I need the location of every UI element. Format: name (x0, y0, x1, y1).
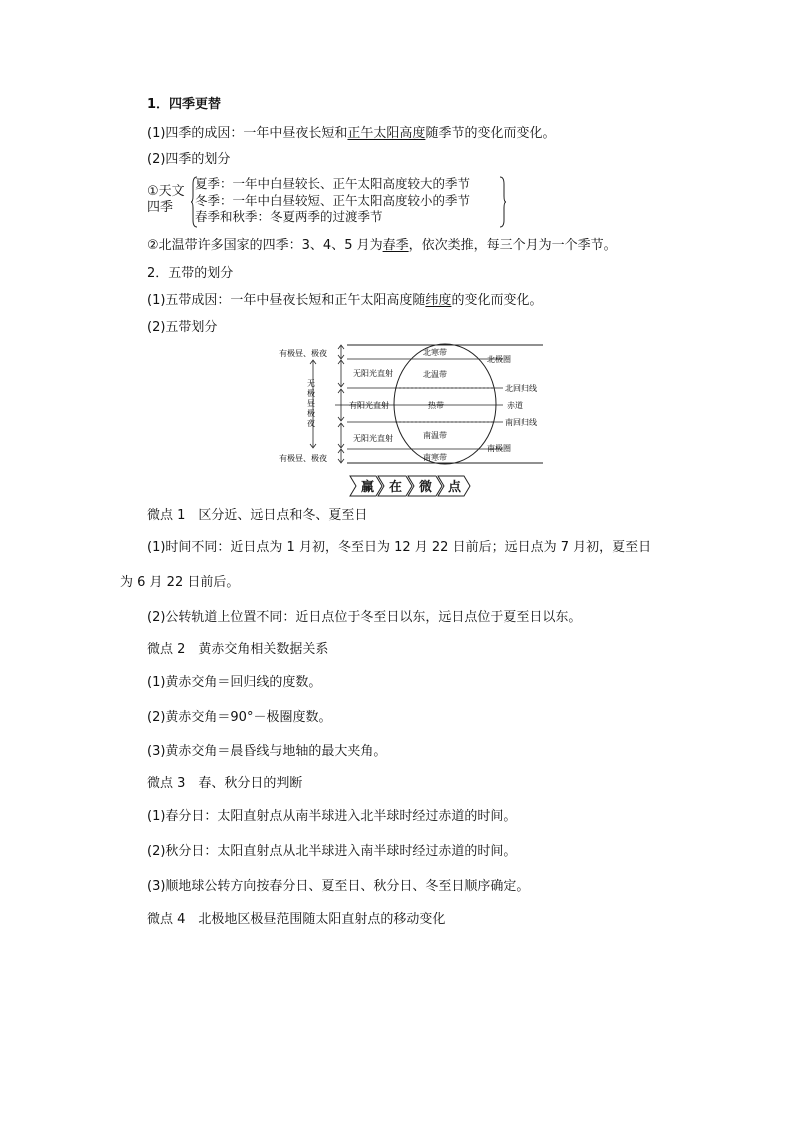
right-brace-icon (499, 176, 507, 228)
five-zones-diagram (275, 337, 550, 469)
zones-division-title: (2)五带划分 (147, 320, 218, 335)
label-arctic-circle: 北极圈 (487, 355, 511, 364)
astro-label-line-1: ①天文 (147, 184, 185, 199)
seasons-cause-suffix: 随季节的变化而变化。 (425, 126, 556, 141)
zone-south-frigid: 南寒带 (423, 453, 447, 462)
zone-south-temperate: 南温带 (423, 431, 447, 440)
point-2-line-3: (3)黄赤交角＝晨昏线与地轴的最大夹角。 (147, 744, 387, 759)
label-polar-day-night-bottom: 有极昼、极夜 (279, 454, 327, 463)
banner-char-4: 点 (448, 480, 462, 495)
astro-label-line-2: 四季 (147, 200, 174, 215)
astronomical-seasons (147, 176, 517, 228)
point-1-line-2: (2)公转轨道上位置不同：近日点位于冬至日以东，远日点位于夏至日以东。 (147, 610, 582, 625)
point-1-line-1b: 为 6 月 22 日前后。 (120, 575, 240, 590)
label-equator: 赤道 (507, 401, 523, 410)
north-temp-underline: 春季 (382, 238, 409, 253)
zones-cause (147, 293, 542, 309)
point-1-line-1: (1)时间不同：近日点为 1 月初，冬至日为 12 月 22 日前后；远日点为 7 月初，夏至日 (147, 540, 652, 555)
point-2-title: 微点 2 黄赤交角相关数据关系 (147, 642, 329, 657)
zone-north-temperate: 北温带 (423, 370, 447, 379)
north-temp-prefix: ②北温带许多国家的四季：3、4、5 月为 (147, 238, 383, 253)
label-polar-day-night-top: 有极昼、极夜 (279, 349, 327, 358)
section-1-title: 1．四季更替 (147, 97, 222, 112)
label-no-polar-4: 极 (307, 409, 315, 418)
point-4-title: 微点 4 北极地区极昼范围随太阳直射点的移动变化 (147, 912, 446, 927)
seasons-cause (147, 126, 555, 142)
season-list (195, 176, 470, 226)
zones-cause-suffix: 的变化而变化。 (451, 293, 543, 308)
label-no-polar-1: 无 (307, 379, 315, 388)
point-3-line-2: (2)秋分日：太阳直射点从北半球进入南半球时经过赤道的时间。 (147, 844, 517, 859)
section-banner (348, 474, 472, 498)
label-antarctic-circle: 南极圈 (487, 444, 511, 453)
point-1-title: 微点 1 区分近、远日点和冬、夏至日 (147, 508, 368, 523)
seasons-division-title: (2)四季的划分 (147, 152, 231, 167)
zones-cause-underline: 纬度 (425, 293, 452, 308)
label-tropic-capricorn: 南回归线 (505, 418, 537, 427)
label-no-direct-north: 无阳光直射 (353, 369, 393, 378)
banner-char-2: 在 (389, 480, 403, 495)
north-temperate-seasons (147, 238, 617, 254)
banner-char-1: 赢 (361, 480, 375, 495)
north-temp-suffix: ，依次类推，每三个月为一个季节。 (408, 238, 617, 253)
point-2-line-1: (1)黄赤交角＝回归线的度数。 (147, 675, 322, 690)
point-3-title: 微点 3 春、秋分日的判断 (147, 776, 303, 791)
label-tropic-cancer: 北回归线 (505, 384, 537, 393)
section-2-title: 2．五带的划分 (147, 266, 234, 281)
season-spring-autumn: 春季和秋季：冬夏两季的过渡季节 (195, 209, 383, 224)
astronomical-seasons-label (147, 184, 185, 216)
season-summer: 夏季：一年中白昼较长、正午太阳高度较大的季节 (195, 176, 471, 191)
point-2-line-2: (2)黄赤交角＝90°－极圈度数。 (147, 710, 332, 725)
label-no-polar-2: 极 (307, 389, 315, 398)
zones-cause-prefix: (1)五带成因：一年中昼夜长短和正午太阳高度随 (147, 293, 426, 308)
label-direct-sun: 有阳光直射 (349, 401, 389, 410)
season-winter: 冬季：一年中白昼较短、正午太阳高度较小的季节 (195, 192, 471, 208)
label-no-polar-3: 昼 (307, 399, 315, 408)
label-no-polar-5: 夜 (307, 419, 315, 428)
zone-tropical: 热带 (428, 401, 444, 410)
point-3-line-3: (3)顺地球公转方向按春分日、夏至日、秋分日、冬至日顺序确定。 (147, 879, 530, 894)
label-no-direct-south: 无阳光直射 (353, 434, 393, 443)
point-3-line-1: (1)春分日：太阳直射点从南半球进入北半球时经过赤道的时间。 (147, 809, 517, 824)
banner-char-3: 微 (419, 480, 433, 495)
seasons-cause-underline: 正午太阳高度 (347, 126, 426, 141)
seasons-cause-prefix: (1)四季的成因：一年中昼夜长短和 (147, 126, 348, 141)
zone-north-frigid: 北寒带 (423, 348, 447, 357)
